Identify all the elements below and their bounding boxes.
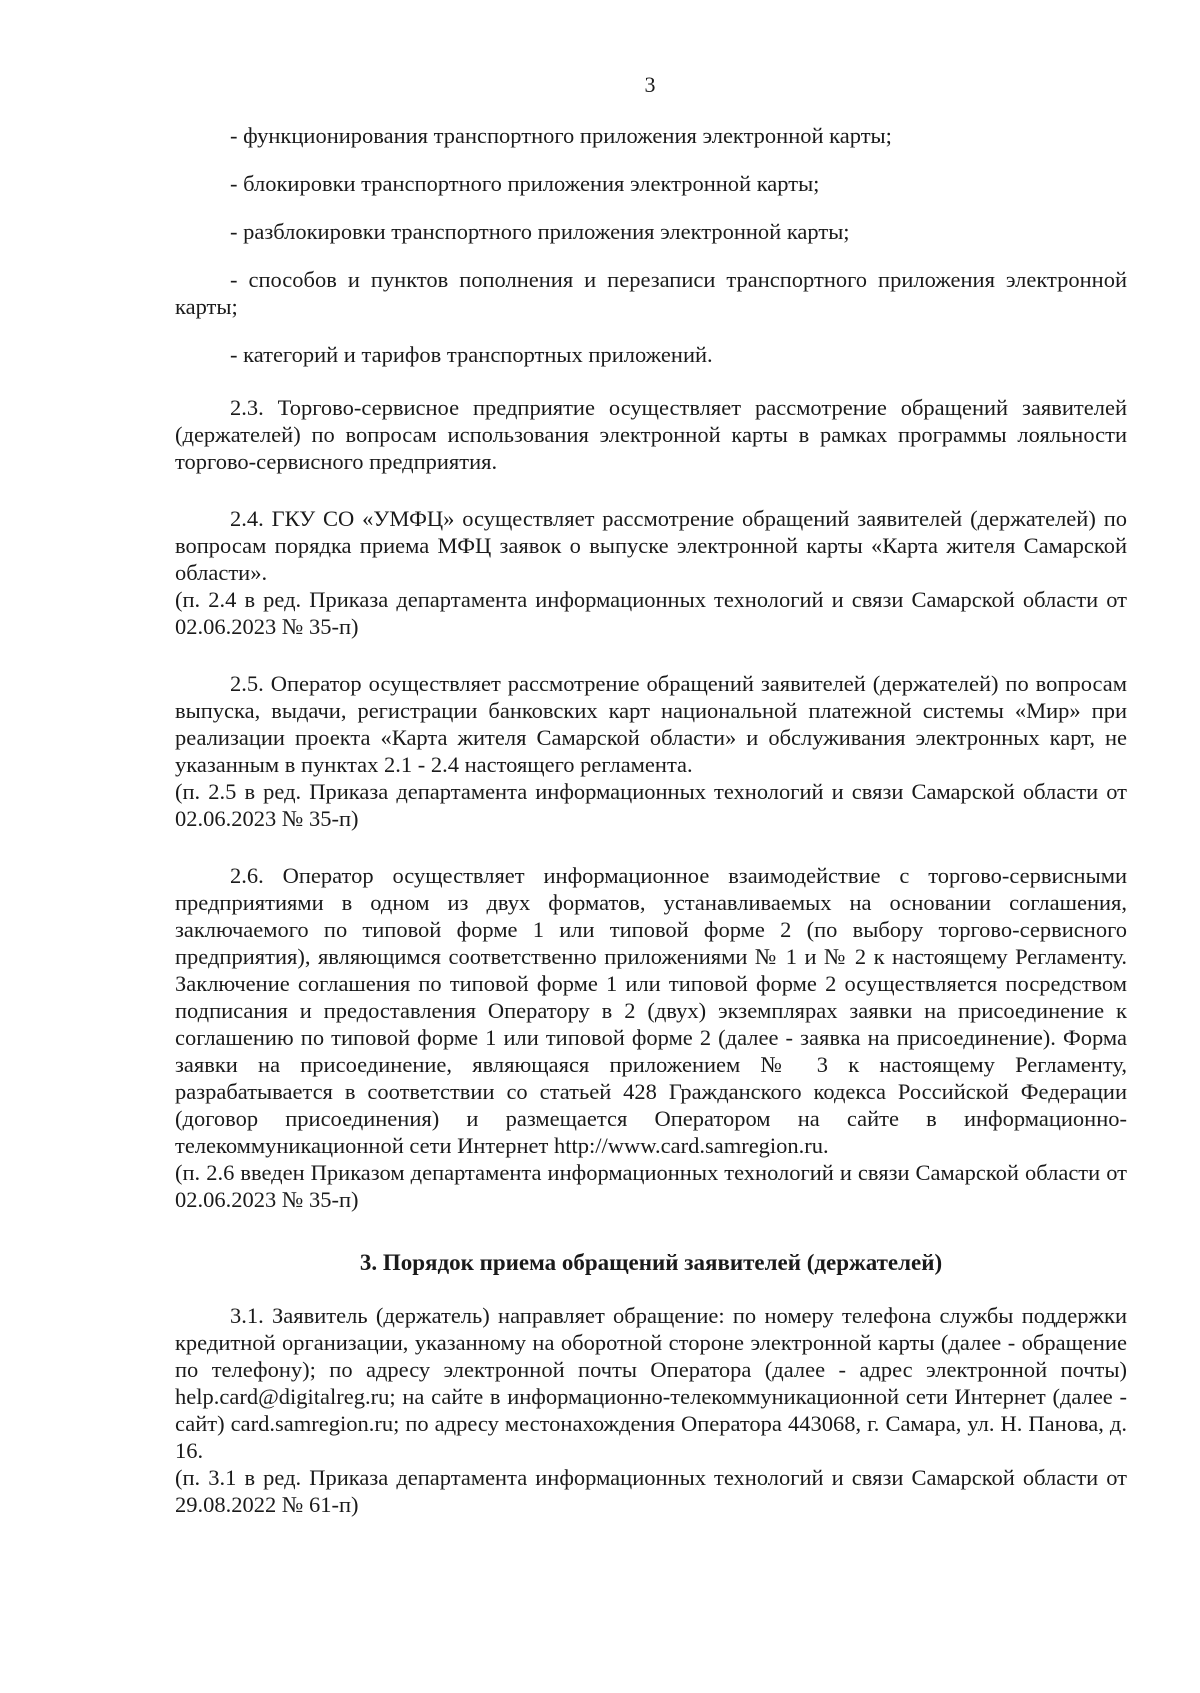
paragraph-2-5: 2.5. Оператор осуществляет рассмотрение обращений заявителей (держателей) по вопросам выпуска, выдачи, регистрации банковских карт национальной платежной системы «Мир» при реализации проекта «Карта жителя Самарской области» и обслуживания электронных карт, не указанным в пунктах 2.1 - 2.4 настоящего регламента. xyxy=(175,671,1127,777)
section-3-heading: 3. Порядок приема обращений заявителей (держателей) xyxy=(359,1250,943,1275)
document-body xyxy=(175,122,1127,1518)
list-item: - категорий и тарифов транспортных приложений. xyxy=(230,342,713,367)
list-item: - способов и пунктов пополнения и перезаписи транспортного приложения электронной карты; xyxy=(175,267,1127,319)
paragraph-2-4: 2.4. ГКУ СО «УМФЦ» осуществляет рассмотрение обращений заявителей (держателей) по вопросам порядка приема МФЦ заявок о выпуске электронной карты «Карта жителя Самарской области». xyxy=(175,506,1127,585)
page-number: 3 xyxy=(644,72,656,97)
paragraph-2-3: 2.3. Торгово-сервисное предприятие осуществляет рассмотрение обращений заявителей (держателей) по вопросам использования электронной карты в рамках программы лояльности торгово-сервисного предприятия. xyxy=(175,395,1127,474)
list-item: - функционирования транспортного приложения электронной карты; xyxy=(230,123,892,148)
list-item: - блокировки транспортного приложения электронной карты; xyxy=(230,171,820,196)
paragraph-2-6: 2.6. Оператор осуществляет информационное взаимодействие с торгово-сервисными предприятиями в одном из двух форматов, устанавливаемых на основании соглашения, заключаемого по типовой форме 1 или типовой форме 2 (по выбору торгово-сервисного предприятия), являющимся соответственно приложениями № 1 и № 2 к настоящему Регламенту. Заключение соглашения по типовой форме 1 или типовой форме 2 осуществляется посредством подписания и предоставления Оператору в 2 (двух) экземплярах заявки на присоединение к соглашению по типовой форме 1 или типовой форме 2 (далее - заявка на присоединение). Форма заявки на присоединение, являющаяся приложением № 3 к настоящему Регламенту, разрабатывается в соответствии со статьей 428 Гражданского кодекса Российской Федерации (договор присоединения) и размещается Оператором на сайте в информационно-телекоммуникационной сети Интернет http://www.card.samregion.ru. xyxy=(175,863,1127,1158)
list-item: - разблокировки транспортного приложения электронной карты; xyxy=(230,219,850,244)
amendment-note: (п. 2.5 в ред. Приказа департамента информационных технологий и связи Самарской области от 02.06.2023 № 35-п) xyxy=(175,779,1127,831)
paragraph-3-1: 3.1. Заявитель (держатель) направляет обращение: по номеру телефона службы поддержки кредитной организации, указанному на оборотной стороне электронной карты (далее - обращение по телефону); по адресу электронной почты Оператора (далее - адрес электронной почты) help.card@digitalreg.ru; на сайте в информационно-телекоммуникационной сети Интернет (далее - сайт) card.samregion.ru; по адресу местонахождения Оператора 443068, г. Самара, ул. Н. Панова, д. 16. xyxy=(175,1303,1127,1463)
amendment-note: (п. 2.4 в ред. Приказа департамента информационных технологий и связи Самарской области от 02.06.2023 № 35-п) xyxy=(175,587,1127,639)
amendment-note: (п. 2.6 введен Приказом департамента информационных технологий и связи Самарской области от 02.06.2023 № 35-п) xyxy=(175,1160,1127,1212)
amendment-note: (п. 3.1 в ред. Приказа департамента информационных технологий и связи Самарской области от 29.08.2022 № 61-п) xyxy=(175,1465,1127,1517)
